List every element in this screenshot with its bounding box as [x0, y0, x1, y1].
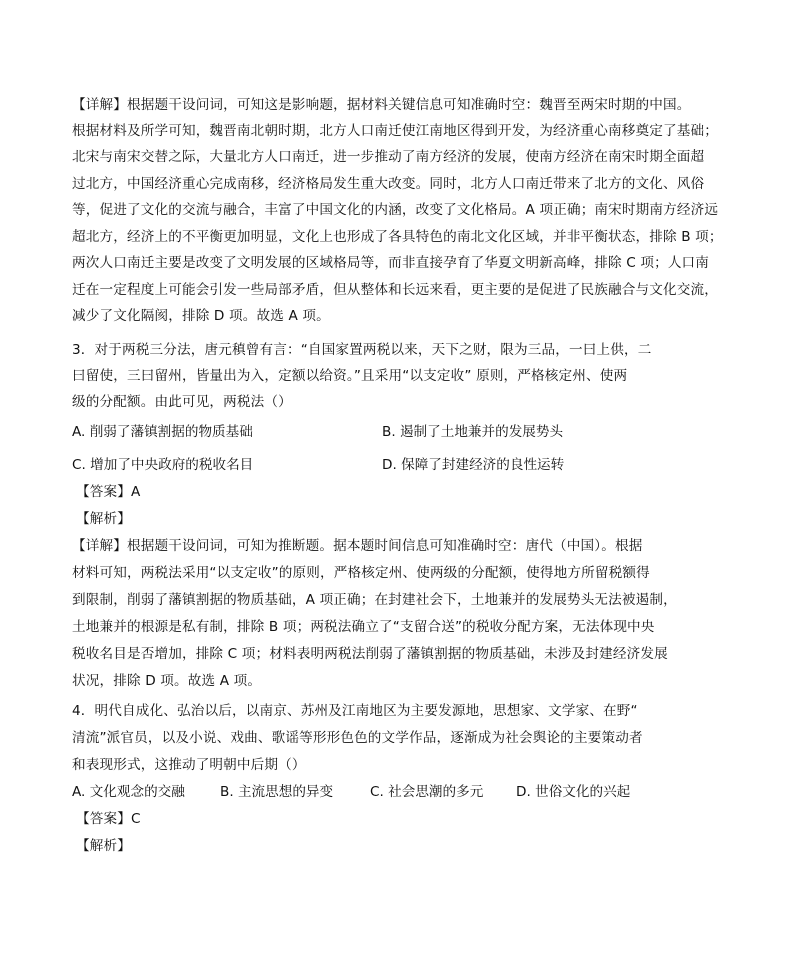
q4-stem-line: 4．明代自成化、弘治以后，以南京、苏州及江南地区为主要发源地，思想家、文学家、在野“ — [72, 703, 638, 719]
q4-option-a: A. 文化观念的交融 — [72, 784, 185, 800]
q4-option-c: C. 社会思潮的多元 — [370, 784, 484, 800]
q4-answer: 【答案】C — [76, 811, 141, 827]
q4-stem-line: 清流”派官员，以及小说、戏曲、歌谣等形形色色的文学作品，逐渐成为社会舆论的主要策动者 — [72, 730, 643, 746]
q2-analysis-line: 根据材料及所学可知，魏晋南北朝时期，北方人口南迁使江南地区得到开发，为经济重心南移奠定了基础； — [72, 123, 718, 139]
q2-analysis-line: 迁在一定程度上可能会引发一些局部矛盾，但从整体和长远来看，更主要的是促进了民族融合与文化交流， — [72, 282, 718, 298]
q3-analysis-line: 到限制，削弱了藩镇割据的物质基础，A 项正确；在封建社会下，土地兼并的发展势头无法被遏制， — [72, 592, 677, 608]
q3-stem-line: 3．对于两税三分法，唐元稹曾有言：“自国家置两税以来，天下之财，限为三品，一曰上供，二 — [72, 342, 652, 358]
q3-option-a: A. 削弱了藩镇割据的物质基础 — [72, 424, 253, 440]
q4-analysis-label: 【解析】 — [76, 838, 131, 854]
q3-analysis-line: 状况，排除 D 项。故选 A 项。 — [72, 673, 262, 689]
q3-analysis-label: 【解析】 — [76, 511, 131, 527]
q3-analysis-line: 土地兼并的根源是私有制，排除 B 项；两税法确立了“支留合送”的税收分配方案，无法体现中央 — [72, 619, 655, 635]
q3-analysis-line: 材料可知，两税法采用“以支定收”的原则，严格核定州、使两级的分配额，使得地方所留税额得 — [72, 565, 650, 581]
q3-option-b: B. 遏制了土地兼并的发展势头 — [382, 424, 564, 440]
q3-analysis-line: 税收名目是否增加，排除 C 项；材料表明两税法削弱了藩镇割据的物质基础，未涉及封建经济发展 — [72, 646, 668, 662]
q2-analysis-line: 北宋与南宋交替之际，大量北方人口南迁，进一步推动了南方经济的发展，使南方经济在南宋时期全面超 — [72, 149, 705, 165]
q3-stem-line: 曰留使，三曰留州，皆量出为入，定额以给资。”且采用“以支定收” 原则，严格核定州、使两 — [72, 368, 628, 384]
q4-stem-line: 和表现形式，这推动了明朝中后期（） — [72, 757, 306, 773]
q3-stem-line: 级的分配额。由此可见，两税法（） — [72, 394, 292, 410]
q3-option-d: D. 保障了封建经济的良性运转 — [382, 457, 565, 473]
q2-analysis-line: 等，促进了文化的交流与融合，丰富了中国文化的内涵，改变了文化格局。A 项正确；南宋时期南方经济远 — [72, 202, 719, 218]
q4-option-d: D. 世俗文化的兴起 — [516, 784, 631, 800]
q2-analysis-line: 过北方，中国经济重心完成南移，经济格局发生重大改变。同时，北方人口南迁带来了北方的文化、风俗 — [72, 176, 705, 192]
q2-analysis-line: 【详解】根据题干设问词，可知这是影响题，据材料关键信息可知准确时空：魏晋至两宋时期的中国。 — [72, 97, 691, 113]
q3-option-c: C. 增加了中央政府的税收名目 — [72, 457, 254, 473]
q2-analysis-line: 超北方，经济上的不平衡更加明显，文化上也形成了各具特色的南北文化区域，并非平衡状态，排除 B 项； — [72, 229, 723, 245]
q4-option-b: B. 主流思想的异变 — [220, 784, 334, 800]
q3-analysis-line: 【详解】根据题干设问词，可知为推断题。据本题时间信息可知准确时空：唐代（中国）。根据 — [72, 538, 643, 554]
q2-analysis-line: 两次人口南迁主要是改变了文明发展的区域格局等，而非直接孕育了华夏文明新高峰，排除 C 项；人口南 — [72, 255, 710, 271]
q2-analysis-line: 减少了文化隔阂，排除 D 项。故选 A 项。 — [72, 308, 330, 324]
q3-answer: 【答案】A — [76, 484, 141, 500]
